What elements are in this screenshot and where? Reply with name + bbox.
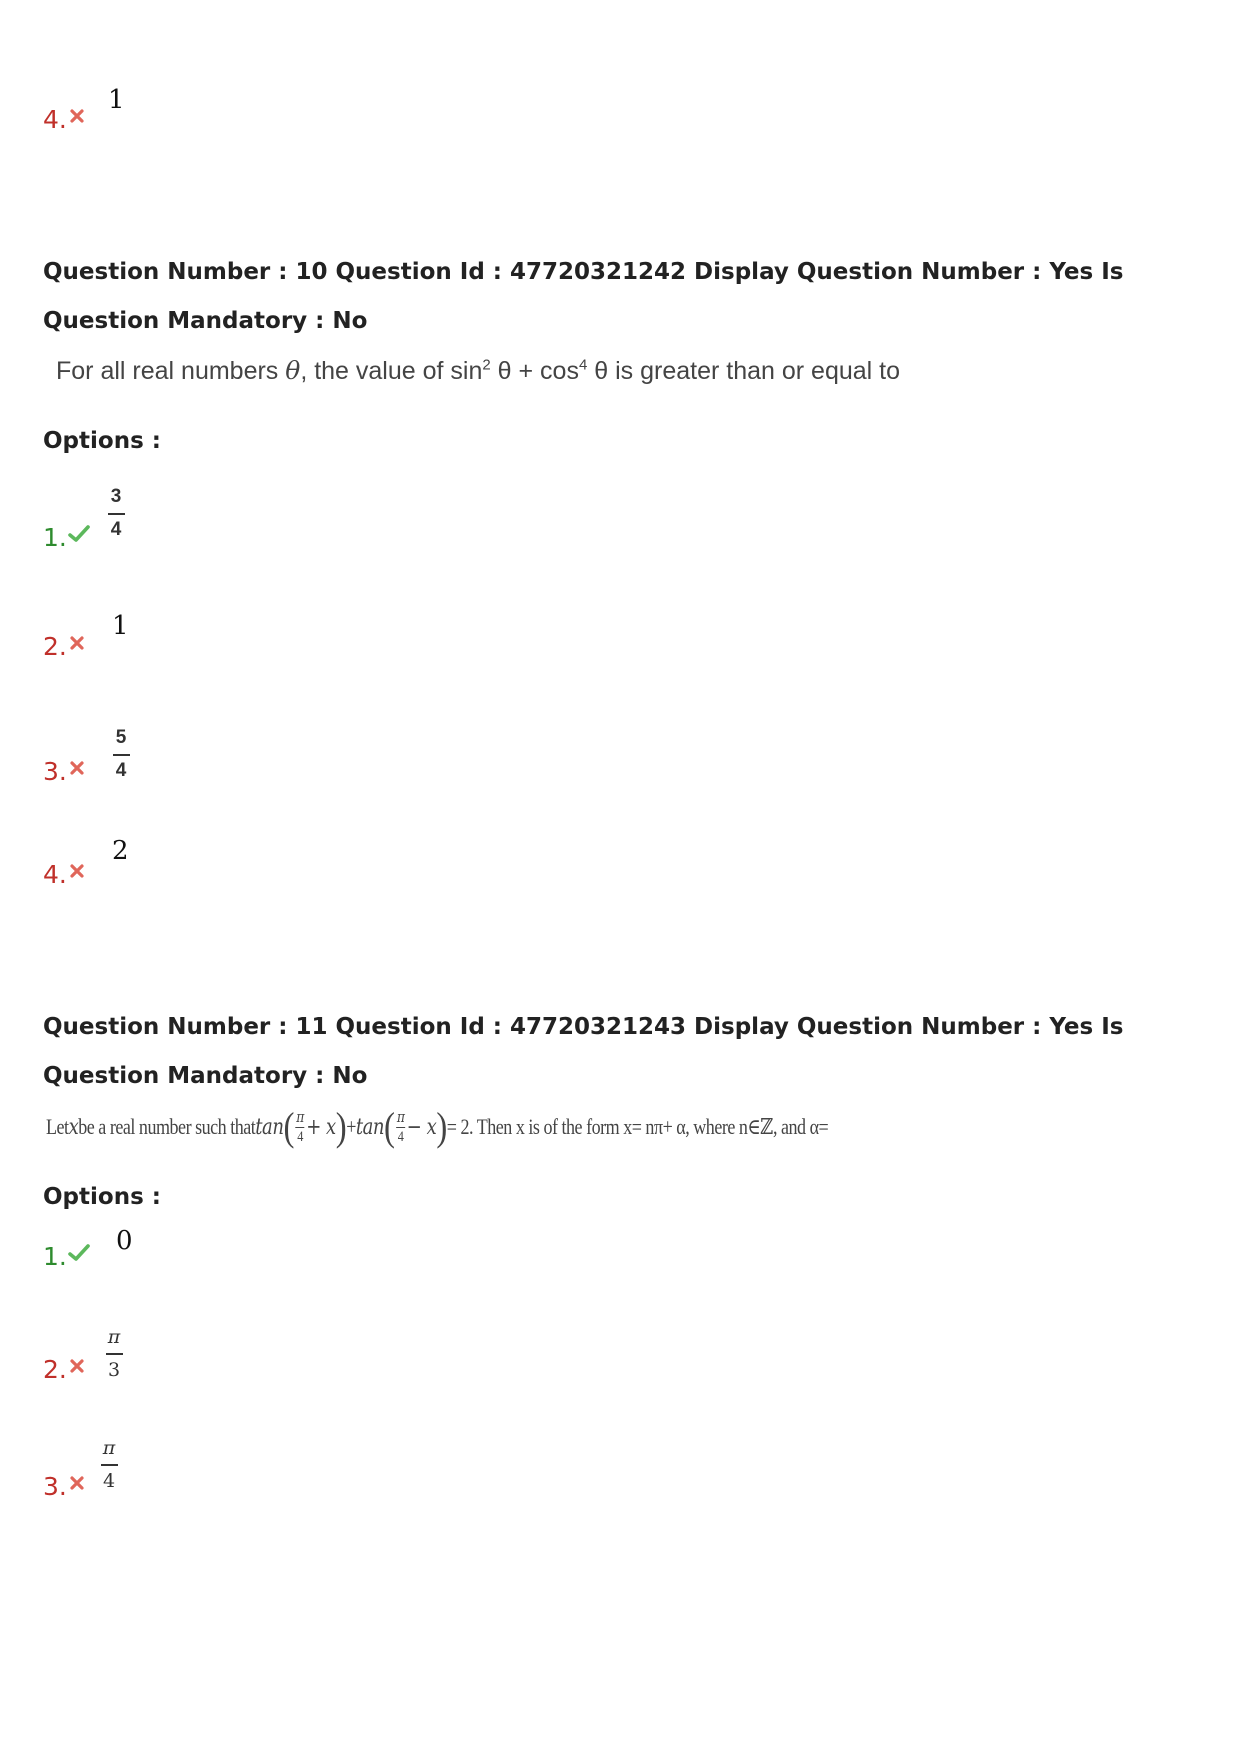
cross-icon (70, 636, 84, 650)
option-value: 2 (112, 836, 129, 866)
cross-icon (70, 109, 84, 123)
option-fraction: 3 4 (106, 486, 126, 541)
options-label: Options : (43, 1184, 161, 1210)
question-text: For all real numbers θ, the value of $\sin^2 \theta + \cos^4 \theta$ is greater than or equal to (56, 356, 901, 385)
option-fraction: 5 4 (111, 727, 131, 782)
question-header: Question Number : 11 Question Id : 47720321243 Display Question Number : Yes Is Question Mandatory : No (43, 1014, 1124, 1089)
option-number: 3. (43, 1472, 67, 1501)
check-icon (68, 1244, 90, 1262)
question-header: Question Number : 10 Question Id : 47720321242 Display Question Number : Yes Is Question Mandatory : No (43, 259, 1124, 334)
question-text: Let x be a real number such that tan ( $\frac{\pi}{4}$ + x ) + tan ( $\frac{\pi}{4}$ − x ) = 2. Then x is of the form x= nπ+ α, where n∈ℤ, and α= (46, 1104, 829, 1149)
cross-icon (70, 864, 84, 878)
option-value: 1 (112, 611, 129, 641)
cross-icon (70, 761, 84, 775)
option-number: 4. (43, 860, 67, 889)
option-number: 3. (43, 757, 67, 786)
option-number: 1. (43, 1242, 67, 1271)
cross-icon (70, 1476, 84, 1490)
option-value: 0 (116, 1226, 133, 1256)
option-number: 4. (43, 105, 67, 134)
options-label: Options : (43, 428, 161, 454)
option-value: 1 (108, 85, 125, 115)
option-number: 2. (43, 632, 67, 661)
option-number: 1. (43, 523, 67, 552)
option-number: 2. (43, 1355, 67, 1384)
option-fraction: π 4 (99, 1437, 119, 1492)
cross-icon (70, 1359, 84, 1373)
check-icon (68, 525, 90, 543)
option-fraction: π 3 (104, 1326, 124, 1381)
